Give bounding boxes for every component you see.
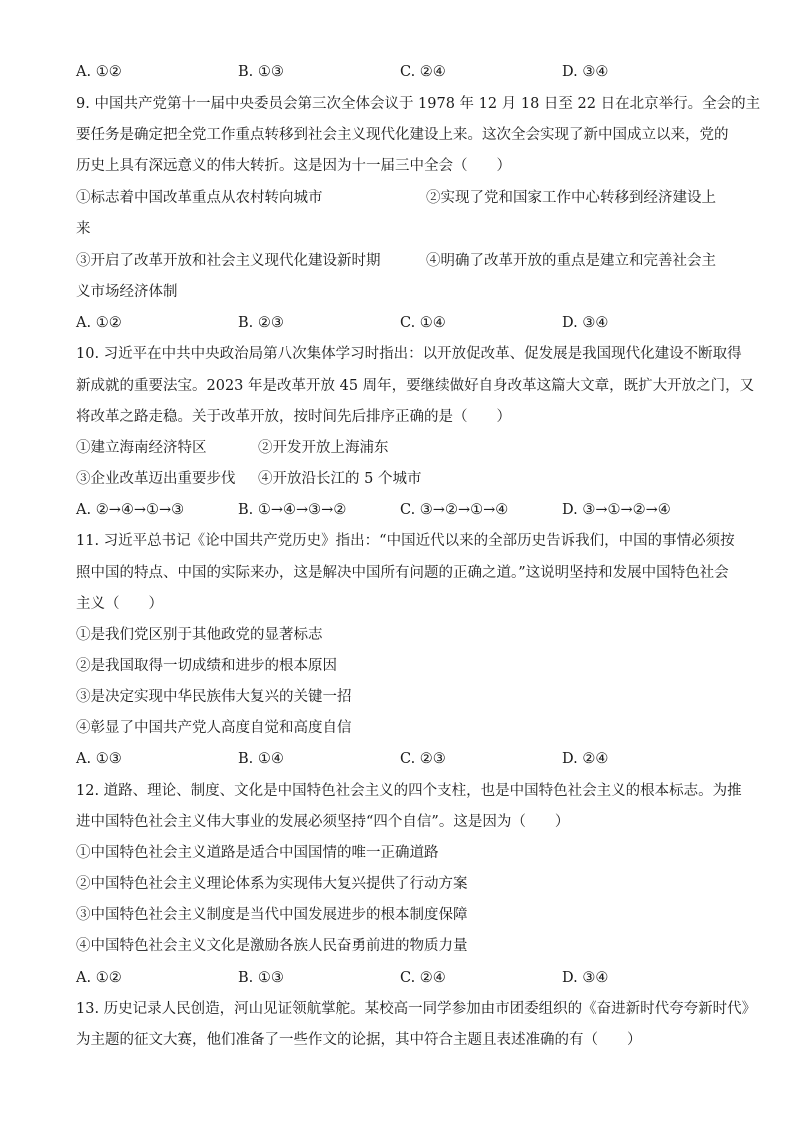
q9-option-a: A. ①② [76,315,122,331]
q10-option-d: D. ③→①→②→④ [562,502,671,518]
q10-item-2: ②开发开放上海浦东 [258,440,389,456]
q10-option-b: B. ①→④→③→② [238,502,347,518]
q12-option-d: D. ③④ [562,970,609,986]
q9-item-2: ②实现了党和国家工作中心转移到经济建设上 [426,190,716,206]
q9-option-b: B. ②③ [238,315,284,331]
q8-option-d: D. ③④ [562,64,609,80]
q11-option-c: C. ②③ [400,751,446,767]
q9-item-1: ①标志着中国改革重点从农村转向城市 [76,190,323,206]
q9-item-4-cont: 义市场经济体制 [76,284,178,300]
q10-stem-line: 新成就的重要法宝。2023 年是改革开放 45 周年，要继续做好自身改革这篇大文章，既扩大开放之门，又 [76,378,755,394]
q12-item: ②中国特色社会主义理论体系为实现伟大复兴提供了行动方案 [76,876,468,892]
q11-item: ①是我们党区别于其他政党的显著标志 [76,627,323,643]
q10-item-3: ③企业改革迈出重要步伐 [76,471,236,487]
q10-stem-line: 10. 习近平在中共中央政治局第八次集体学习时指出：以开放促改革、促发展是我国现代化建设不断取得 [76,346,742,362]
q12-item: ④中国特色社会主义文化是激励各族人民奋勇前进的物质力量 [76,938,468,954]
q10-option-a: A. ②→④→①→③ [76,502,185,518]
q12-item: ①中国特色社会主义道路是适合中国国情的唯一正确道路 [76,845,439,861]
q12-option-a: A. ①② [76,970,122,986]
q12-stem-line: 进中国特色社会主义伟大事业的发展必须坚持“四个自信”。这是因为（ ） [76,814,570,830]
q13-stem-line: 为主题的征文大赛，他们准备了一些作文的论据，其中符合主题且表述准确的有（ ） [76,1032,642,1048]
q9-item-4: ④明确了改革开放的重点是建立和完善社会主 [426,253,716,269]
q9-stem-line: 历史上具有深远意义的伟大转折。这是因为十一届三中全会（ ） [76,158,511,174]
q11-item: ③是决定实现中华民族伟大复兴的关键一招 [76,689,352,705]
q11-option-d: D. ②④ [562,751,609,767]
q8-option-a: A. ①② [76,64,122,80]
q12-item: ③中国特色社会主义制度是当代中国发展进步的根本制度保障 [76,907,468,923]
q12-option-b: B. ①③ [238,970,284,986]
q10-item-4: ④开放沿长江的 5 个城市 [258,471,422,487]
q8-option-b: B. ①③ [238,64,284,80]
q11-stem-line: 11. 习近平总书记《论中国共产党历史》指出：“中国近代以来的全部历史告诉我们，中国的事情必须按 [76,533,735,549]
q11-option-a: A. ①③ [76,751,122,767]
q11-stem-line: 主义（ ） [76,596,163,612]
q9-option-d: D. ③④ [562,315,609,331]
q10-option-c: C. ③→②→①→④ [400,502,509,518]
q9-stem-line: 9. 中国共产党第十一届中央委员会第三次全体会议于 1978 年 12 月 18 日至 22 日在北京举行。全会的主 [76,96,761,112]
q12-option-c: C. ②④ [400,970,446,986]
q11-stem-line: 照中国的特点、中国的实际来办，这是解决中国所有问题的正确之道。”这说明坚持和发展中国特色社会 [76,565,729,581]
q10-stem-line: 将改革之路走稳。关于改革开放，按时间先后排序正确的是（ ） [76,409,511,425]
q9-item-2-cont: 来 [76,221,91,237]
q9-item-3: ③开启了改革开放和社会主义现代化建设新时期 [76,253,381,269]
q9-option-c: C. ①④ [400,315,446,331]
q9-stem-line: 要任务是确定把全党工作重点转移到社会主义现代化建设上来。这次全会实现了新中国成立以来，党的 [76,127,729,143]
q13-stem-line: 13. 历史记录人民创造，河山见证领航掌舵。某校高一同学参加由市团委组织的《奋进新时代夸夸新时代》 [76,1001,757,1017]
q10-item-1: ①建立海南经济特区 [76,440,207,456]
q12-stem-line: 12. 道路、理论、制度、文化是中国特色社会主义的四个支柱，也是中国特色社会主义的根本标志。为推 [76,783,742,799]
q11-option-b: B. ①④ [238,751,284,767]
q11-item: ④彰显了中国共产党人高度自觉和高度自信 [76,720,352,736]
q11-item: ②是我国取得一切成绩和进步的根本原因 [76,658,337,674]
q8-option-c: C. ②④ [400,64,446,80]
